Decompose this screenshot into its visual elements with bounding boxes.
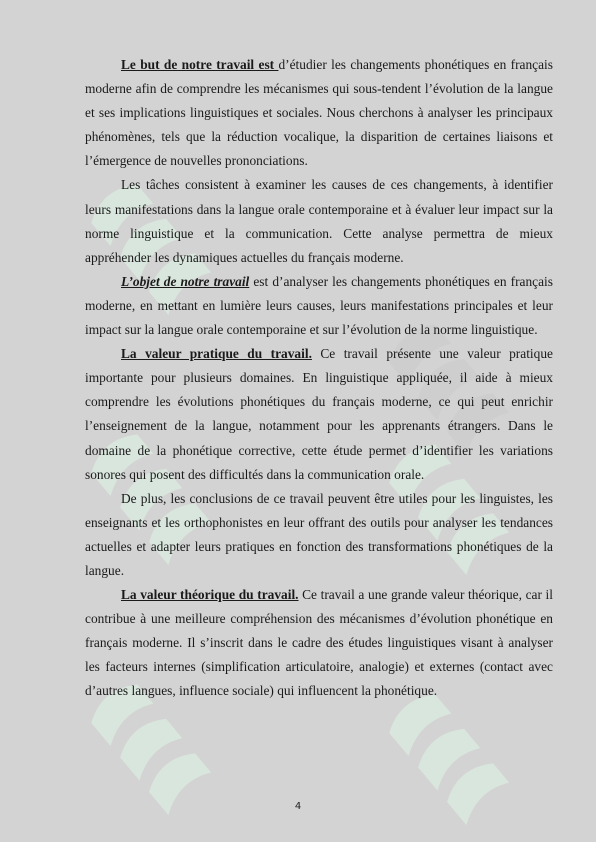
paragraph-object — [85, 270, 553, 342]
paragraph-text: Ce travail présente une valeur pratique importante pour plusieurs domaines. En linguistique appliquée, il aide à mieux comprendre les évolutions phonétiques du français moderne, ce qui peut enrichir l’enseignement de la langue, notamment pour les apprenants étrangers. Dans le domaine de la phonétique corrective, cette étude permet d’identifier les variations sonores qui posent des difficultés dans la communication orale. — [85, 346, 553, 482]
paragraph-text: est d’analyser les changements phonétiques en français moderne, en mettant en lumière leurs causes, leurs manifestations principales et leur impact sur la langue orale contemporaine et sur l’évolution de la norme linguistique. — [85, 273, 553, 338]
body-text — [85, 53, 553, 704]
heading-practical-value: La valeur pratique du travail. — [121, 346, 312, 362]
paragraph-practical-value — [85, 342, 553, 487]
paragraph-text: Ce travail a une grande valeur théorique, car il contribue à une meilleure compréhension des mécanismes d’évolution phonétique en français moderne. Il s’inscrit dans le cadre des études linguistiques visant à analyser les facteurs internes (simplification articulatoire, analogie) et externes (contact avec d’autres langues, influence sociale) qui influencent la phonétique. — [85, 587, 553, 699]
paragraph-text: De plus, les conclusions de ce travail peuvent être utiles pour les linguistes, les enseignants et les orthophonistes en leur offrant des outils pour analyser les tendances actuelles et adapter leurs pratiques en fonction des transformations phonétiques de la langue. — [85, 490, 553, 578]
paragraph-conclusions — [85, 487, 553, 583]
heading-goal: Le but de notre travail est — [121, 57, 279, 72]
page-number: 4 — [294, 801, 302, 812]
paragraph-tasks — [85, 173, 553, 269]
paragraph-text: Les tâches consistent à examiner les causes de ces changements, à identifier leurs manifestations dans la langue orale contemporaine et à évaluer leur impact sur la norme linguistique et la communication. Cette analyse permettra de mieux appréhender les dynamiques actuelles du français moderne. — [85, 177, 553, 265]
heading-object: L’objet de notre travail — [121, 273, 250, 289]
paragraph-text: d’étudier les changements phonétiques en français moderne afin de comprendre les mécanismes qui sous-tendent l’évolution de la langue et ses implications linguistiques et sociales. Nous cherchons à analyser les principaux phénomènes, tels que la réduction vocalique, la disparition de certaines liaisons et l’émergence de nouvelles prononciations. — [85, 57, 553, 169]
paragraph-goal — [85, 53, 553, 173]
paragraph-theoretical-value — [85, 583, 553, 703]
heading-theoretical-value: La valeur théorique du travail. — [121, 587, 299, 603]
